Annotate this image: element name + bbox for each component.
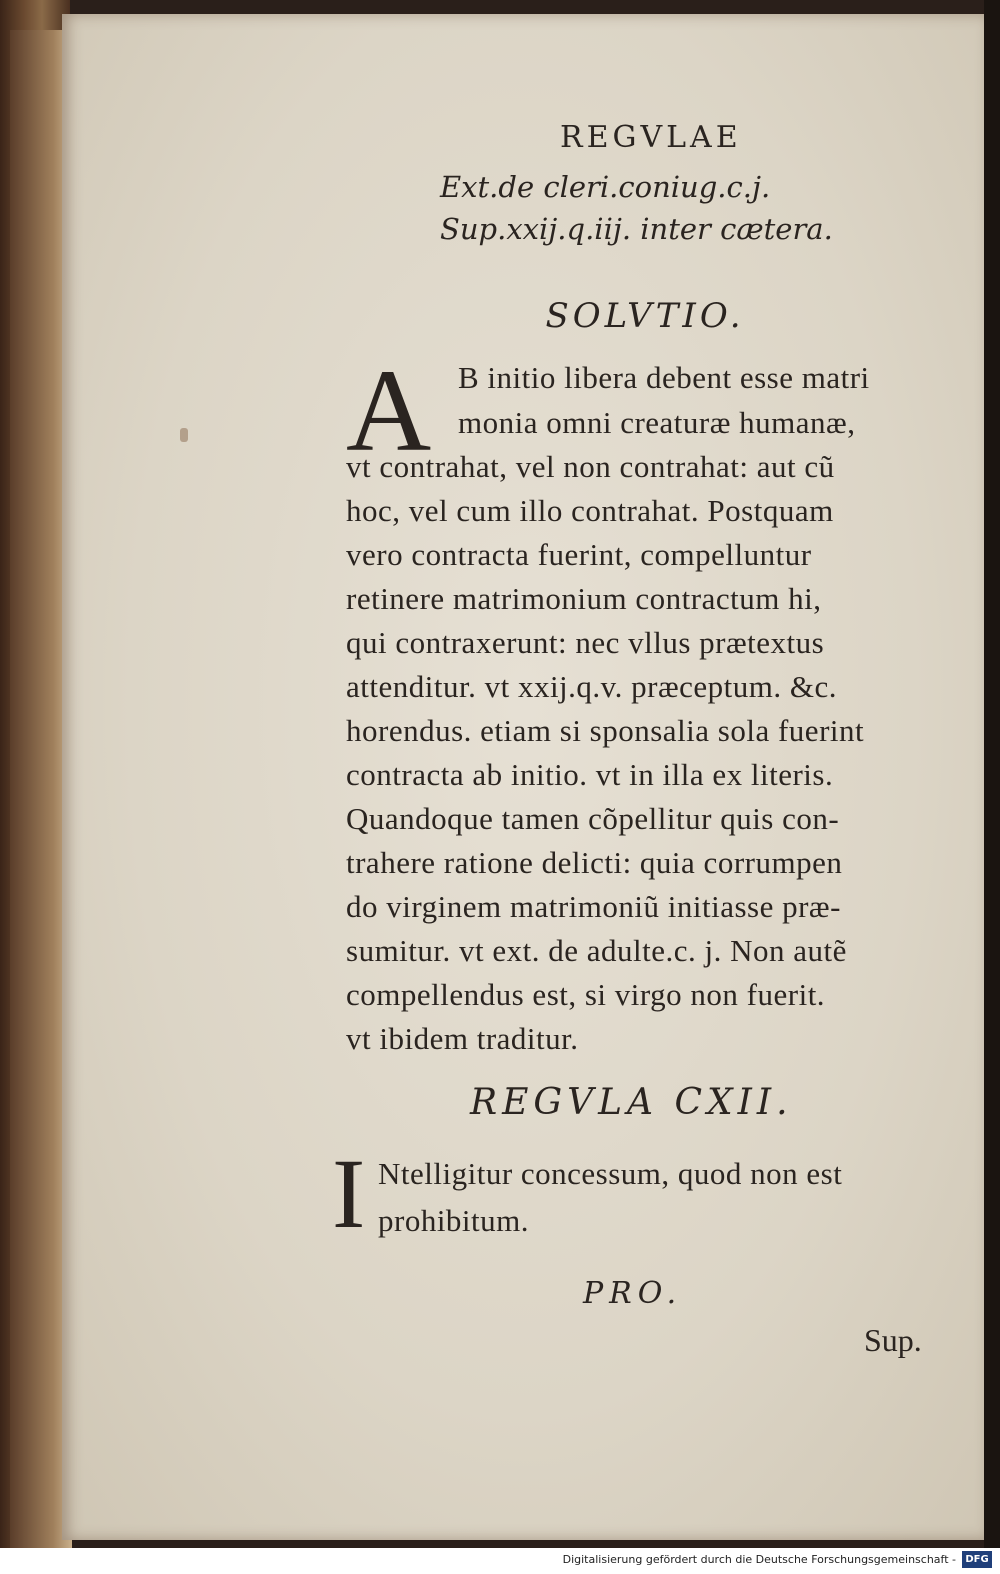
body-line: qui contraxerunt: nec vllus prætextus <box>346 625 825 660</box>
body-line: compellendus est, si virgo non fuerit. <box>346 977 826 1012</box>
drop-cap-i: I <box>332 1138 366 1249</box>
drop-cap-a: A <box>346 345 432 476</box>
right-border <box>984 0 1000 1574</box>
ink-smudge <box>180 428 188 442</box>
dfg-logo: DFG <box>962 1551 992 1568</box>
body-line: monia omni creaturæ humanæ, <box>458 405 856 440</box>
body-line: attenditur. vt xxij.q.v. præceptum. &c. <box>346 669 838 704</box>
reference-line-2: Sup.xxij.q.iij. inter cætera. <box>440 212 833 246</box>
body-line: do virginem matrimoniũ initiasse præ- <box>346 889 841 924</box>
body-line: Quandoque tamen cõpellitur quis con- <box>346 801 840 836</box>
running-header: REGVLAE <box>560 120 742 155</box>
body-line: vero contracta fuerint, compelluntur <box>346 537 812 572</box>
body-line: horendus. etiam si sponsalia sola fuerint <box>346 713 865 748</box>
body-line: retinere matrimonium contractum hi, <box>346 581 822 616</box>
body-line: contracta ab initio. vt in illa ex literis. <box>346 757 834 792</box>
body-line: sumitur. vt ext. de adulte.c. j. Non autẽ <box>346 933 847 968</box>
catchword: Sup. <box>864 1322 922 1358</box>
solutio-heading: SOLVTIO. <box>545 296 745 336</box>
footer-credit: Digitalisierung gefördert durch die Deutsche Forschungsgemeinschaft - <box>562 1553 956 1566</box>
reference-line-1: Ext.de cleri.coniug.c.j. <box>440 170 771 204</box>
pro-heading: PRO. <box>583 1276 683 1311</box>
body-line: vt contrahat, vel non contrahat: aut cũ <box>346 449 835 484</box>
body-line: hoc, vel cum illo contrahat. Postquam <box>346 493 834 528</box>
regula-line: prohibitum. <box>378 1203 530 1238</box>
regula-line: Ntelligitur concessum, quod non est <box>378 1156 843 1191</box>
body-line: B initio libera debent esse matri <box>458 360 870 395</box>
body-line: vt ibidem traditur. <box>346 1021 579 1056</box>
regula-heading: REGVLA CXII. <box>470 1082 793 1123</box>
body-line: trahere ratione delicti: quia corrumpen <box>346 845 843 880</box>
